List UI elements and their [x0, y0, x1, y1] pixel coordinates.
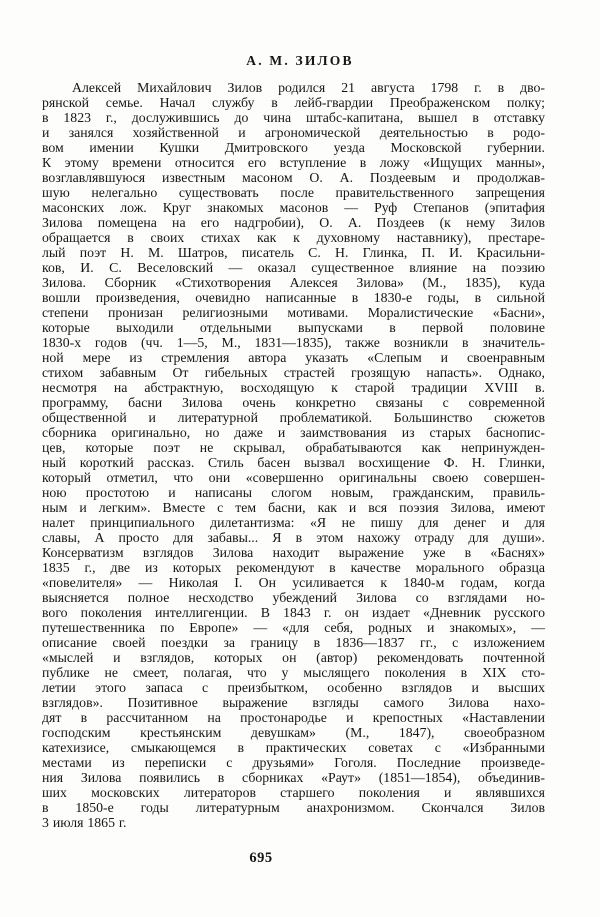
- text-line: стихом забавным От гибельных страстей грозящую напасть». Однако,: [42, 365, 545, 380]
- text-line: выясняется полное несходство убеждений Зилова со взглядами но-: [42, 590, 545, 605]
- text-line: описание своей поездки за границу в 1836—1837 гг., с изложением: [42, 635, 545, 650]
- text-line: масонских лож. Круг знакомых масонов — Руф Степанов (эпитафия: [42, 200, 545, 215]
- text-line: лый поэт Н. М. Шатров, писатель С. Н. Глинка, П. И. Красильни-: [42, 245, 545, 260]
- text-line: К этому времени относится его вступление в ложу «Ищущих манны»,: [42, 155, 545, 170]
- text-line: вого поколения интеллигенции. В 1843 г. он издает «Дневник русского: [42, 605, 545, 620]
- text-line: ный короткий рассказ. Стиль басен вызвал восхищение Ф. Н. Глинки,: [42, 455, 545, 470]
- text-line: ния Зилова появились в сборниках «Раут» (1851—1854), объединив-: [42, 770, 545, 785]
- text-line: 3 июля 1865 г.: [42, 815, 127, 830]
- text-line: которые выходили отдельными выпусками в первой половине: [42, 320, 545, 335]
- text-line: который отметил, что они «совершенно оригинальны своею совершен-: [42, 470, 545, 485]
- text-line: ших московских литераторов старшего поколения и являвшихся: [42, 785, 545, 800]
- text-line: сборника оригинально, но даже и заимствования из старых баснопис-: [42, 425, 545, 440]
- text-line: дят в рассчитанном на простонародье и крепостных «Наставлении: [42, 710, 545, 725]
- text-line: ною простотою и написаны слогом новым, гражданским, правиль-: [42, 485, 545, 500]
- text-line: возглавлявшуюся известным масоном О. А. Поздеевым и продолжав-: [42, 170, 545, 185]
- article-heading: А. М. ЗИЛОВ: [246, 53, 354, 68]
- text-line: «мыслей и взглядов, которых он (автор) рекомендовать почтенной: [42, 650, 545, 665]
- text-line: летии этого запаса с преизбытком, особенно взглядов и высших: [42, 680, 545, 695]
- text-line: ным и легким». Вместе с тем басни, как и вся поэзия Зилова, имеют: [42, 500, 545, 515]
- text-line: налет принципиального дилетантизма: «Я не пишу для денег и для: [42, 515, 545, 530]
- text-line: путешественника по Европе» — «для себя, родных и знакомых», —: [42, 620, 545, 635]
- text-line: ной мере из стремления автора указать «Слепым и своенравным: [42, 350, 545, 365]
- article-body: [42, 80, 545, 830]
- text-line: обращается в своих стихах как к духовному наставнику), престаре-: [42, 230, 545, 245]
- text-line: программу, басни Зилова очень конкретно связаны с современной: [42, 395, 545, 410]
- page-number: 695: [249, 850, 273, 866]
- text-line: Консерватизм взглядов Зилова находит выражение уже в «Баснях»: [42, 545, 545, 560]
- text-line: Алексей Михайлович Зилов родился 21 августа 1798 г. в дво-: [72, 80, 545, 95]
- text-line: местами из переписки с друзьями» Гоголя. Последние произведе-: [42, 755, 545, 770]
- text-line: и занялся хозяйственной и агрономической деятельностью в родо-: [42, 125, 545, 140]
- text-line: вошли произведения, очевидно написанные в 1830-е годы, в сильной: [42, 290, 545, 305]
- text-line: шую нелегально существовать после правительственного запрещения: [42, 185, 545, 200]
- text-line: Зилова. Сборник «Стихотворения Алексея Зилова» (М., 1835), куда: [42, 275, 545, 290]
- text-line: ков, И. С. Веселовский — оказал существенное влияние на поэзию: [42, 260, 545, 275]
- text-line: «повелителя» — Николая I. Он усиливается к 1840-м годам, когда: [42, 575, 545, 590]
- text-line: господским крестьянским девушкам» (М., 1847), своеобразном: [42, 725, 545, 740]
- text-line: славы, А просто для забавы... Я в этом нахожу отраду для души».: [42, 530, 545, 545]
- text-line: степени пронизан религиозными мотивами. Моралистические «Басни»,: [42, 305, 545, 320]
- text-line: вом имении Кушки Дмитровского уезда Московской губернии.: [42, 140, 545, 155]
- text-line: Зилова помещена на его надгробии), О. А. Поздеев (к нему Зилов: [42, 215, 545, 230]
- text-line: общественной и литературной проблематикой. Большинство сюжетов: [42, 410, 545, 425]
- text-line: несмотря на абстрактную, восходящую к старой традиции XVIII в.: [42, 380, 545, 395]
- text-line: взглядов». Позитивное выражение взгляды самого Зилова нахо-: [42, 695, 545, 710]
- text-line: катехизисе, смыкающемся в практических советах с «Избранными: [42, 740, 545, 755]
- text-line: в 1823 г., дослужившись до чина штабс-капитана, вышел в отставку: [42, 110, 545, 125]
- text-line: в 1850-е годы литературным анахронизмом. Скончался Зилов: [42, 800, 545, 815]
- text-line: 1835 г., две из которых рекомендуют в качестве морального образца: [42, 560, 545, 575]
- text-line: цев, которые поэт не скрывал, обрабатываются как непринужден-: [42, 440, 545, 455]
- text-line: публике не смеет, полагая, что у мыслящего поколения в XIX сто-: [42, 665, 545, 680]
- text-line: 1830-х годов (чч. 1—5, М., 1831—1835), также возникли в значитель-: [42, 335, 545, 350]
- text-line: рянской семье. Начал службу в лейб-гвардии Преображенском полку;: [42, 95, 545, 110]
